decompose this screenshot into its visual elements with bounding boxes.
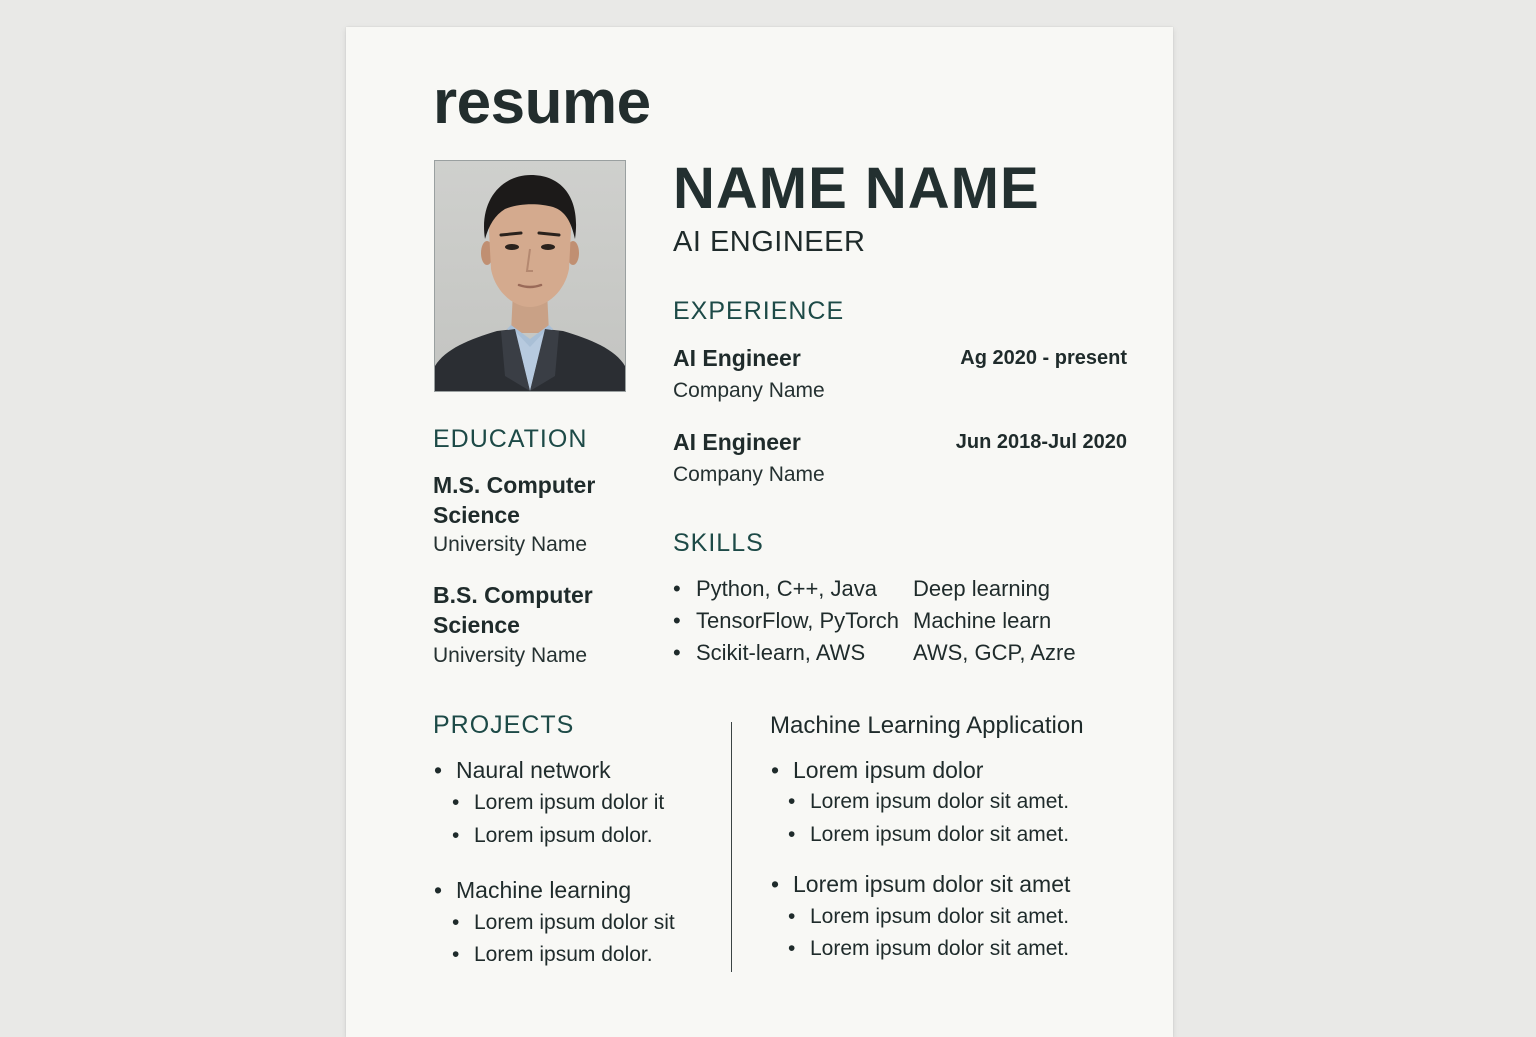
experience-1-company: Company Name [673,379,825,402]
skill-left: Scikit-learn, AWS [696,640,866,665]
skill-right: Machine learn [913,608,1052,633]
profile-photo [434,160,626,392]
ml-group-2-item-2: • Lorem ipsum dolor sit amet. [810,937,1069,961]
experience-heading: EXPERIENCE [673,297,845,325]
person-portrait-icon [435,161,625,391]
education-heading: EDUCATION [433,425,588,453]
education-2-school: University Name [433,644,588,667]
resume-page [346,27,1173,1037]
skills-list [673,576,1113,672]
experience-1-title: AI Engineer [673,345,801,371]
projects-heading: PROJECTS [433,711,575,739]
skill-left: TensorFlow, PyTorch [696,608,899,633]
ml-group-1-item-1: • Lorem ipsum dolor sit amet. [810,790,1069,814]
skill-right: AWS, GCP, Azre [913,640,1076,665]
skill-left: Python, C++, Java [696,576,877,601]
skill-right: Deep learning [913,576,1050,601]
bullet-icon: • [673,640,681,665]
ml-group-2-title: • Lorem ipsum dolor sit amet [793,871,1070,898]
bullet-icon: • [673,576,681,601]
experience-2-dates: Jun 2018-Jul 2020 [955,431,1127,453]
experience-2-company: Company Name [673,463,825,486]
education-2-degree: B.S. Computer Science [433,582,593,638]
skills-row [673,576,1113,608]
full-name: NAME NAME [673,156,1040,221]
project-1-item-2: • Lorem ipsum dolor. [474,824,653,848]
ml-group-1-title: • Lorem ipsum dolor [793,757,983,784]
ml-application-heading: Machine Learning Application [770,712,1084,739]
project-2-item-2: • Lorem ipsum dolor. [474,943,653,967]
project-1-title: • Naural network [456,757,611,784]
bullet-icon: • [673,608,681,633]
job-role: AI ENGINEER [673,226,866,258]
project-2-title: • Machine learning [456,877,631,904]
skills-heading: SKILLS [673,529,764,557]
project-2-item-1: • Lorem ipsum dolor sit [474,911,675,935]
ml-group-1-item-2: • Lorem ipsum dolor sit amet. [810,823,1069,847]
education-1-degree: M.S. Computer Science [433,472,596,528]
education-1-school: University Name [433,533,588,556]
ml-group-2-item-1: • Lorem ipsum dolor sit amet. [810,905,1069,929]
experience-1-dates: Ag 2020 - present [960,347,1127,369]
skills-row [673,608,1113,640]
document-title: resume [433,68,651,137]
column-divider [731,722,732,972]
skills-row [673,640,1113,672]
project-1-item-1: • Lorem ipsum dolor it [474,791,664,815]
experience-2-title: AI Engineer [673,429,801,455]
